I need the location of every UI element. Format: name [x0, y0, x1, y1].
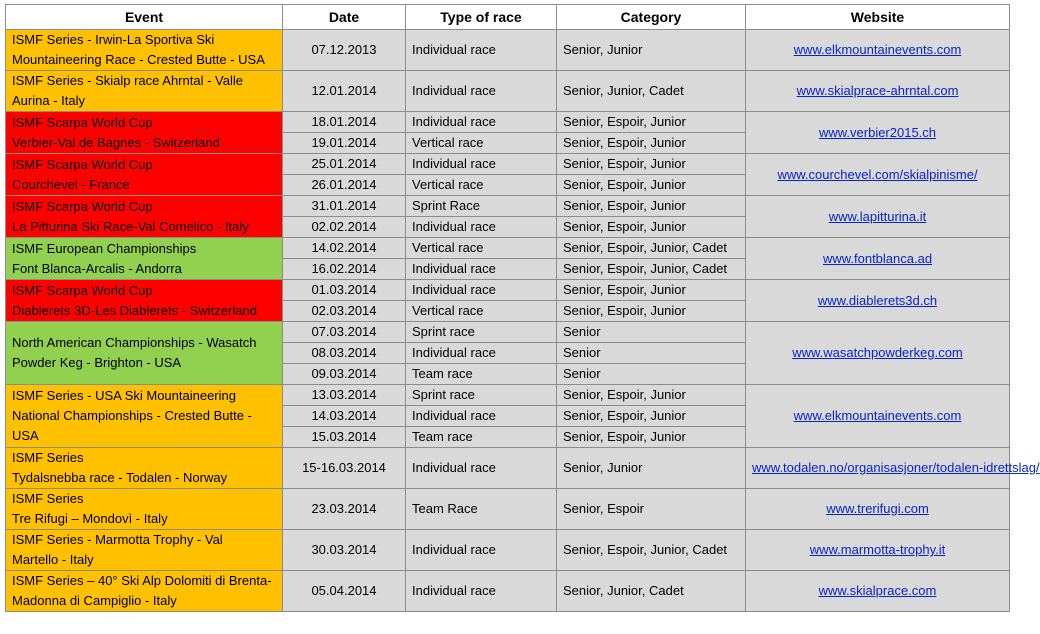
category-cell: Senior	[557, 322, 746, 343]
website-cell	[746, 385, 1010, 448]
table-row	[6, 30, 1010, 71]
category-cell: Senior, Espoir, Junior	[557, 301, 746, 322]
race-type-cell: Vertical race	[406, 175, 557, 196]
event-name-line: Aurina - Italy	[12, 93, 85, 108]
website-link[interactable]: www.skialprace-ahrntal.com	[796, 83, 959, 98]
category-cell: Senior, Espoir	[557, 489, 746, 530]
event-name-line: Martello - Italy	[12, 552, 94, 567]
event-name-cell	[6, 238, 283, 280]
date-cell: 16.02.2014	[283, 259, 406, 280]
event-name-line: ISMF Scarpa World Cup	[12, 282, 153, 298]
header-type: Type of race	[406, 5, 557, 30]
website-link[interactable]: www.todalen.no/organisasjoner/todalen-idrettslag/	[752, 460, 1040, 475]
date-cell: 15-16.03.2014	[283, 448, 406, 489]
race-type-cell: Individual race	[406, 154, 557, 175]
race-type-cell: Sprint Race	[406, 196, 557, 217]
website-link[interactable]: www.courchevel.com/skialpinisme/	[777, 166, 978, 182]
race-type-cell: Individual race	[406, 259, 557, 280]
event-name-line: ISMF Series - USA Ski Mountaineering	[12, 388, 236, 403]
event-name-line: North American Championships - Wasatch	[12, 335, 257, 350]
event-name-line: National Championships - Crested Butte -	[12, 408, 252, 423]
event-name-cell	[6, 280, 283, 322]
event-name-line: Powder Keg - Brighton - USA	[12, 355, 182, 370]
website-link[interactable]: www.trerifugi.com	[826, 501, 929, 516]
table-row	[6, 238, 1010, 259]
event-name-cell	[6, 385, 283, 448]
events-body	[6, 30, 1040, 612]
table-row	[6, 448, 1010, 489]
date-cell: 14.02.2014	[283, 238, 406, 259]
header-event: Event	[6, 5, 283, 30]
header-category: Category	[557, 5, 746, 30]
website-link[interactable]: www.elkmountainevents.com	[793, 408, 962, 423]
table-row	[6, 489, 1010, 530]
date-cell: 01.03.2014	[283, 280, 406, 301]
event-name-line: ISMF Series	[12, 450, 84, 465]
category-cell: Senior, Espoir, Junior, Cadet	[557, 259, 746, 280]
event-name-line: ISMF Series - Irwin-La Sportiva Ski	[12, 32, 215, 47]
event-name-line: ISMF Series - Marmotta Trophy - Val	[12, 532, 223, 547]
race-type-cell: Vertical race	[406, 238, 557, 259]
event-name-line: ISMF Scarpa World Cup	[12, 114, 153, 130]
website-cell	[746, 322, 1010, 385]
table-row	[6, 112, 1010, 133]
date-cell: 07.03.2014	[283, 322, 406, 343]
category-cell: Senior, Espoir, Junior	[557, 133, 746, 154]
website-link[interactable]: www.skialprace.com	[818, 583, 937, 598]
race-type-cell: Individual race	[406, 448, 557, 489]
category-cell: Senior, Espoir, Junior, Cadet	[557, 530, 746, 571]
race-type-cell: Sprint race	[406, 385, 557, 406]
header-row	[6, 5, 1010, 30]
category-cell: Senior, Espoir, Junior	[557, 175, 746, 196]
event-name-cell	[6, 571, 283, 612]
website-link[interactable]: www.elkmountainevents.com	[793, 42, 962, 57]
race-type-cell: Individual race	[406, 571, 557, 612]
event-name-line: Tydalsnebba race - Todalen - Norway	[12, 470, 228, 485]
event-name-line: USA	[12, 428, 39, 443]
race-type-cell: Team race	[406, 427, 557, 448]
website-cell	[746, 489, 1010, 530]
category-cell: Senior, Espoir, Junior	[557, 112, 746, 133]
table-row	[6, 71, 1010, 112]
table-row	[6, 196, 1010, 217]
category-cell: Senior, Espoir, Junior	[557, 427, 746, 448]
event-name-cell	[6, 196, 283, 238]
website-cell	[746, 112, 1010, 154]
race-type-cell: Individual race	[406, 217, 557, 238]
events-table	[5, 4, 1040, 612]
event-name-line: Diablerets 3D-Les Diablerets - Switzerland	[12, 302, 257, 318]
website-cell	[746, 571, 1010, 612]
event-name-cell	[6, 112, 283, 154]
race-type-cell: Team Race	[406, 489, 557, 530]
event-name-line: ISMF European Championships	[12, 240, 197, 256]
category-cell: Senior	[557, 364, 746, 385]
header-website: Website	[746, 5, 1010, 30]
category-cell: Senior, Junior	[557, 30, 746, 71]
category-cell: Senior, Espoir, Junior	[557, 280, 746, 301]
website-cell	[746, 30, 1010, 71]
race-type-cell: Individual race	[406, 406, 557, 427]
race-type-cell: Sprint race	[406, 322, 557, 343]
race-type-cell: Vertical race	[406, 133, 557, 154]
event-name-line: Verbier-Val de Bagnes - Switzerland	[12, 134, 220, 150]
event-name-line: ISMF Series	[12, 491, 84, 506]
event-name-line: ISMF Scarpa World Cup	[12, 156, 153, 172]
date-cell: 15.03.2014	[283, 427, 406, 448]
category-cell: Senior, Junior, Cadet	[557, 71, 746, 112]
event-name-line: Courchevel - France	[12, 176, 130, 192]
date-cell: 05.04.2014	[283, 571, 406, 612]
category-cell: Senior, Espoir, Junior	[557, 385, 746, 406]
race-type-cell: Team race	[406, 364, 557, 385]
event-name-cell	[6, 154, 283, 196]
event-name-line: ISMF Series - Skialp race Ahrntal - Valle	[12, 73, 243, 88]
website-cell	[746, 196, 1010, 238]
category-cell: Senior, Junior	[557, 448, 746, 489]
race-type-cell: Individual race	[406, 112, 557, 133]
category-cell: Senior, Espoir, Junior	[557, 406, 746, 427]
event-name-cell	[6, 30, 283, 71]
website-cell	[746, 448, 1040, 489]
table-row	[6, 154, 1010, 175]
date-cell: 30.03.2014	[283, 530, 406, 571]
table-row	[6, 530, 1010, 571]
category-cell: Senior, Espoir, Junior	[557, 154, 746, 175]
website-link[interactable]: www.wasatchpowderkeg.com	[792, 345, 963, 360]
website-link[interactable]: www.marmotta-trophy.it	[809, 542, 946, 557]
website-cell	[746, 280, 1010, 322]
website-link[interactable]: www.fontblanca.ad	[822, 250, 933, 266]
event-name-line: La Pitturina Ski Race-Val Comelico - Italy	[12, 218, 249, 234]
event-name-cell	[6, 530, 283, 571]
date-cell: 25.01.2014	[283, 154, 406, 175]
category-cell: Senior, Espoir, Junior	[557, 196, 746, 217]
table-row	[6, 280, 1010, 301]
date-cell: 02.03.2014	[283, 301, 406, 322]
website-cell	[746, 530, 1010, 571]
race-type-cell: Individual race	[406, 71, 557, 112]
date-cell: 08.03.2014	[283, 343, 406, 364]
website-link[interactable]: www.verbier2015.ch	[818, 124, 937, 140]
date-cell: 23.03.2014	[283, 489, 406, 530]
date-cell: 12.01.2014	[283, 71, 406, 112]
event-name-line: Madonna di Campiglio - Italy	[12, 593, 177, 608]
event-name-cell	[6, 489, 283, 530]
date-cell: 09.03.2014	[283, 364, 406, 385]
event-name-line: Mountaineering Race - Crested Butte - USA	[12, 52, 265, 67]
race-type-cell: Individual race	[406, 530, 557, 571]
date-cell: 14.03.2014	[283, 406, 406, 427]
table-row	[6, 322, 1010, 343]
header-date: Date	[283, 5, 406, 30]
website-link[interactable]: www.diablerets3d.ch	[817, 292, 938, 308]
table-row	[6, 571, 1010, 612]
date-cell: 02.02.2014	[283, 217, 406, 238]
date-cell: 26.01.2014	[283, 175, 406, 196]
category-cell: Senior, Espoir, Junior, Cadet	[557, 238, 746, 259]
race-type-cell: Individual race	[406, 30, 557, 71]
event-name-cell	[6, 448, 283, 489]
date-cell: 13.03.2014	[283, 385, 406, 406]
table-row	[6, 385, 1010, 406]
date-cell: 19.01.2014	[283, 133, 406, 154]
race-type-cell: Vertical race	[406, 301, 557, 322]
date-cell: 18.01.2014	[283, 112, 406, 133]
event-name-line: Font Blanca-Arcalis - Andorra	[12, 260, 182, 276]
event-name-cell	[6, 71, 283, 112]
website-cell	[746, 71, 1010, 112]
category-cell: Senior, Junior, Cadet	[557, 571, 746, 612]
race-type-cell: Individual race	[406, 343, 557, 364]
event-name-line: ISMF Series – 40° Ski Alp Dolomiti di Brenta-	[12, 573, 272, 588]
date-cell: 31.01.2014	[283, 196, 406, 217]
website-link[interactable]: www.lapitturina.it	[828, 208, 927, 224]
website-cell	[746, 238, 1010, 280]
event-name-cell	[6, 322, 283, 385]
category-cell: Senior	[557, 343, 746, 364]
event-name-line: ISMF Scarpa World Cup	[12, 198, 153, 214]
category-cell: Senior, Espoir, Junior	[557, 217, 746, 238]
website-cell	[746, 154, 1010, 196]
race-type-cell: Individual race	[406, 280, 557, 301]
event-name-line: Tre Rifugi – Mondovì - Italy	[12, 511, 168, 526]
date-cell: 07.12.2013	[283, 30, 406, 71]
